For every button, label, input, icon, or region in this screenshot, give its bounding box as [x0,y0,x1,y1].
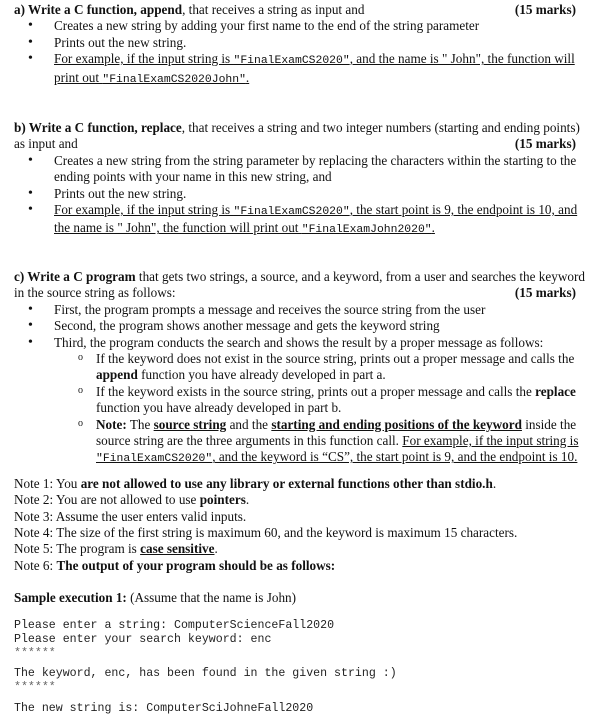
question-c-program: program [86,268,136,284]
sample-execution-heading [14,590,590,606]
note-3: Note 3: Assume the user enters valid inputs. [14,508,247,524]
question-a-heading-rest: , that receives a string as input and [182,2,365,17]
note-text: Note 2: You are not allowed to use [14,492,200,508]
note-2 [14,492,590,508]
output-line: The keyword, enc, has been found in the given string :) [14,667,397,681]
example-text: , and the keyword is “CS”, the start point is 9, and the endpoint is 10. [212,449,578,465]
note-text: Note 5: The program is [14,541,141,557]
output-line: Please enter your search keyword: enc [14,632,272,646]
sublist-item-not-found [82,351,590,384]
list-item: • Second, the program shows another message and gets the keyword string [40,318,590,334]
example-text: , and the name is " John", the function will print out [54,51,575,85]
sublist-text: function you have already developed in part a. [137,367,386,383]
question-b-example [40,202,590,239]
example-output-string: "FinalExamCS2020John" [102,73,246,86]
note-text: . [245,492,250,508]
sublist-text: If the keyword exists in the source string, prints out a proper message and calls the [96,383,536,399]
sample-output [14,619,590,716]
replace-function-name: replace [535,383,576,399]
question-c-sublist [54,351,590,468]
output-line: ****** [14,647,56,660]
sublist-text: inside the source string are the three arguments in this function call. [96,416,577,448]
question-a-example [40,51,590,88]
note-emphasis: case sensitive [140,541,215,557]
question-a-marks: (15 marks) [514,2,576,17]
example-input-string: "FinalExamCS2020" [233,55,350,68]
list-item: • Prints out the new string. [40,35,590,51]
output-line: The new string is: ComputerSciJohneFall2020 [14,701,314,715]
note-emphasis: pointers [199,492,246,508]
note-text: . [214,541,218,557]
note-1 [14,476,590,492]
question-b-list [14,153,590,239]
example-text: . [245,69,250,85]
positions-term: starting and ending positions of the keyword [271,416,522,432]
example-text: . [431,220,435,236]
list-item: • Creates a new string from the string parameter by replacing the characters within the starting to the ending points with your name in this new string, and [40,153,590,186]
note-text: Note 1: You [14,475,81,491]
example-text: For example, if the input string is [54,51,234,67]
sublist-item-note [82,417,590,468]
list-item [40,335,590,468]
sublist-text: and the [226,416,272,432]
question-b-marks: (15 marks) [514,136,576,152]
question-a-heading [14,2,590,18]
list-item: • First, the program prompts a message and receives the source string from the user [40,302,590,318]
question-c [14,269,590,468]
example-input-string: "FinalExamCS2020" [233,206,350,219]
sublist-item-found [82,384,590,417]
note-label: Note: [96,416,127,432]
example-output-string: "FinalExamJohn2020" [301,224,432,237]
question-b-function-name: replace [141,120,182,136]
append-function-name: append [96,367,138,383]
sublist-text: function you have already developed in part b. [96,400,342,416]
example-text: , the start point is 9, the endpoint is 10, and the name is " John", the function will print out [54,202,578,236]
notes-section [14,476,590,574]
question-b-heading [14,120,590,153]
sample-title: Sample execution 1: [14,590,127,606]
note-emphasis: The output of your program should be as follows: [56,557,336,573]
question-a [14,2,590,88]
note-emphasis: are not allowed to use any library or external functions other than stdio.h [80,475,493,491]
sample-title-note: (Assume that the name is John) [126,590,297,606]
question-a-function-name: append [140,2,183,17]
question-b [14,120,590,239]
source-string-term: source string [153,416,227,432]
list-item: • Prints out the new string. [40,186,590,202]
question-c-label: c) Write a C [14,268,87,284]
sublist-text: The [126,416,154,432]
note-5 [14,541,590,557]
output-line: Please enter a string: ComputerScienceFall2020 [14,618,335,632]
note-text: . [492,475,497,491]
question-c-marks: (15 marks) [514,285,576,301]
question-c-heading [14,269,590,302]
example-text: For example, if the input string is [54,202,234,218]
question-c-list [14,302,590,468]
note-text: Note 6: [14,557,57,573]
question-a-list [14,18,590,88]
question-b-label: b) Write a C function, [14,120,141,136]
sublist-text: If the keyword does not exist in the source string, prints out a proper message and calls the [96,350,575,366]
example-input-string: "FinalExamCS2020" [96,453,213,466]
list-item-text: Third, the program conducts the search and shows the result by a proper message as follows: [54,334,544,350]
note-6 [14,558,590,574]
question-b-heading-rest: , that receives a string and two integer numbers (starting and ending points) as input and [14,120,580,152]
question-a-label: a) Write a C function, [14,2,141,17]
example-text: For example, if the input string is [402,432,579,448]
note-4: Note 4: The size of the first string is maximum 60, and the keyword is maximum 15 characters. [14,524,518,540]
list-item: • Creates a new string by adding your first name to the end of the string parameter [40,18,590,34]
question-c-heading-rest: that gets two strings, a source, and a keyword, from a user and searches the keyword in the source string as follows: [14,268,585,301]
output-line: ****** [14,681,56,695]
